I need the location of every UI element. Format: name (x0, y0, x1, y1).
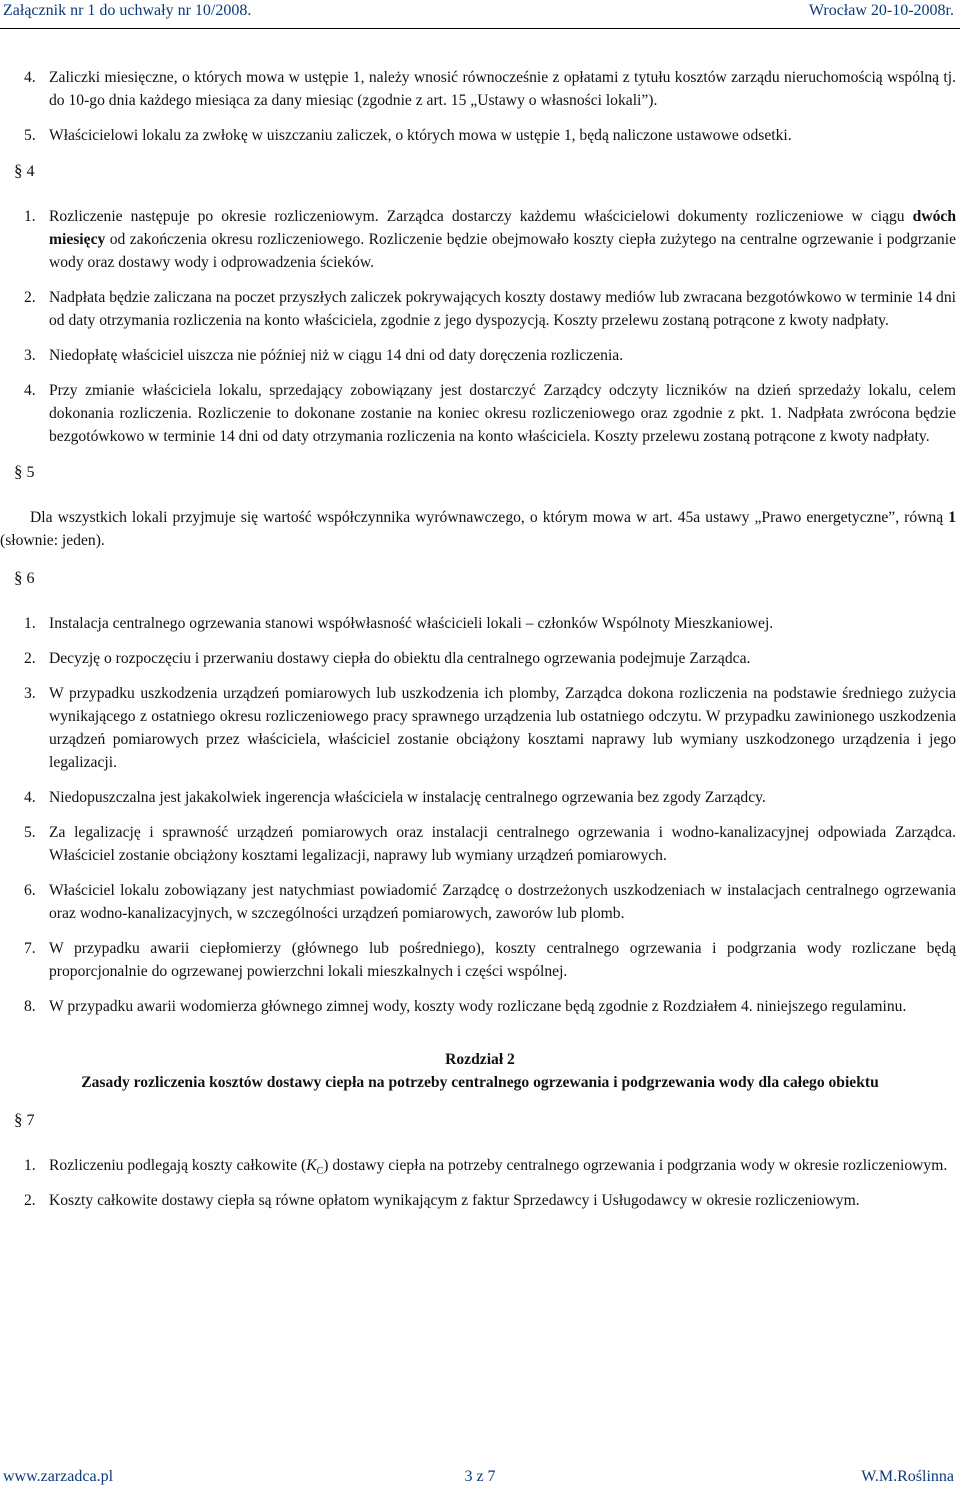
paragraph-bold-value: 1 (948, 509, 956, 526)
item-text: Właścicielowi lokalu za zwłokę w uiszczaniu zaliczek, o których mowa w ustępie 1, będą naliczone ustawowe odsetki. (49, 127, 792, 144)
item-text: W przypadku uszkodzenia urządzeń pomiarowych lub uszkodzenia ich plomby, Zarządca dokona rozliczenia na podstawie średniego zużycia wynikającego z ostatniego okresu rozliczeniowego pracy sprawnego urządzenia lub ostatniego odczytu. W przypadku zawinionego uszkodzenia urządzeń pomiarowych przez właściciela, właściciel zostanie obciążony kosztami naprawy lub wymiany uszkodzonego urządzenia i jego legalizacji. (49, 685, 956, 771)
list-item (0, 66, 960, 112)
item-number: 4. (24, 69, 36, 86)
item-number: 5. (24, 127, 36, 144)
item-number: 7. (24, 940, 36, 957)
list-item (0, 647, 960, 670)
section-heading-7 (14, 1108, 960, 1132)
list-item (0, 937, 960, 983)
list-item (0, 1189, 960, 1212)
section-number: 4 (26, 163, 35, 180)
list-item (0, 205, 960, 274)
item-text: Koszty całkowite dostawy ciepła są równe opłatom wynikającym z faktur Sprzedawcy i Usługodawcy w okresie rozliczeniowym. (49, 1192, 860, 1209)
item-text: Za legalizację i sprawność urządzeń pomiarowych oraz instalacji centralnego ogrzewania i wodno-kanalizacyjnej odpowiada Zarządca. Właściciel zostanie obciążony kosztami legalizacji, naprawy lub wymiany urządzeń pomiarowych. (49, 824, 956, 864)
item-text: Nadpłata będzie zaliczana na poczet przyszłych zaliczek pokrywających koszty dostawy mediów lub zwracana bezgotówkowo w terminie 14 dni od daty otrzymania rozliczenia na konto właściciela, zgodnie z jego dyspozycją. Koszty przelewu zostaną potrącone z kwoty nadpłaty. (49, 289, 956, 329)
list-item (0, 286, 960, 332)
formula-symbol: K (306, 1157, 317, 1174)
paragraph-text: Dla wszystkich lokali przyjmuje się wartość współczynnika wyrównawczego, o którym mowa w art. 45a ustawy „Prawo energetyczne”, równą (30, 509, 949, 526)
item-text: Rozliczeniu podlegają koszty całkowite ( (49, 1157, 307, 1174)
item-number: 2. (24, 1192, 36, 1209)
item-number: 2. (24, 289, 36, 306)
page-header (0, 0, 960, 24)
section-heading-6 (14, 566, 960, 590)
section-number: 7 (26, 1112, 35, 1129)
list-item (0, 612, 960, 635)
list-item (0, 879, 960, 925)
section-5-paragraph (0, 506, 960, 552)
item-number: 1. (24, 615, 36, 632)
document-body (0, 66, 960, 1224)
footer-website: www.zarzadca.pl (3, 1468, 114, 1485)
item-text: Niedopuszczalna jest jakakolwiek ingerencja właściciela w instalację centralnego ogrzewania bez zgody Zarządcy. (49, 789, 766, 806)
list-item (0, 344, 960, 367)
list-item (0, 821, 960, 867)
item-text: W przypadku awarii ciepłomierzy (głównego lub pośredniego), koszty centralnego ogrzewania i podgrzania wody rozliczane będą proporcjonalnie do ogrzewanej powierzchni lokali mieszkalnych i części wspólnej. (49, 940, 956, 980)
list-item (0, 786, 960, 809)
item-text: od zakończenia okresu rozliczeniowego. Rozliczenie będzie obejmowało koszty ciepła zużytego na centralne ogrzewanie i podgrzanie wody oraz dostawy wody i odprowadzenia ścieków. (49, 231, 956, 271)
section-heading-5 (14, 460, 960, 484)
section-heading-4 (14, 159, 960, 183)
item-text: Zaliczki miesięczne, o których mowa w ustępie 1, należy wnosić równocześnie z opłatami z tytułu kosztów zarządu nieruchomością wspólną tj. do 10-go dnia każdego miesiąca za dany miesiąc (zgodnie z art. 15 „Ustawy o własności lokali”). (49, 69, 956, 109)
item-text: Przy zmianie właściciela lokalu, sprzedający zobowiązany jest dostarczyć Zarządcy odczyty liczników na dzień sprzedaży lokalu, celem dokonania rozliczenia. Rozliczenie to dokonane zostanie na koniec okresu rozliczeniowego oraz zgodnie z pkt. 1. Nadpłata zwrócona będzie bezgotówkowo w terminie 14 dni od daty otrzymania rozliczenia na konto właściciela. Koszty przelewu zostaną potrącone z kwoty nadpłaty. (49, 382, 956, 445)
paragraph-text: (słownie: jeden). (0, 532, 105, 549)
formula-subscript: C (316, 1166, 324, 1178)
chapter-heading (20, 1048, 940, 1094)
item-number: 6. (24, 882, 36, 899)
section-sign: § (14, 1110, 23, 1129)
top-items-list (0, 66, 960, 147)
item-text: Decyzję o rozpoczęciu i przerwaniu dostawy ciepła do obiektu dla centralnego ogrzewania podejmuje Zarządca. (49, 650, 751, 667)
item-text: Rozliczenie następuje po okresie rozliczeniowym. Zarządca dostarczy każdemu właścicielowi dokumenty rozliczeniowe w ciągu (49, 208, 913, 225)
item-number: 4. (24, 789, 36, 806)
section-sign: § (14, 161, 23, 180)
header-right-date: Wrocław 20-10-2008r. (808, 2, 954, 19)
header-left-title: Załącznik nr 1 do uchwały nr 10/2008. (3, 2, 252, 19)
chapter-subtitle: Zasady rozliczenia kosztów dostawy ciepła na potrzeby centralnego ogrzewania i podgrzewania wody dla całego obiektu (81, 1074, 879, 1091)
item-number: 2. (24, 650, 36, 667)
section-sign: § (14, 462, 23, 481)
section-sign: § (14, 568, 23, 587)
page-footer (0, 1466, 960, 1490)
item-bold-text: dwóch miesięcy (49, 208, 956, 248)
item-number: 4. (24, 382, 36, 399)
footer-page-number: 3 z 7 (464, 1468, 496, 1485)
list-item (0, 379, 960, 448)
section-number: 6 (26, 570, 35, 587)
item-number: 1. (24, 1157, 36, 1174)
item-text: W przypadku awarii wodomierza głównego zimnej wody, koszty wody rozliczane będą zgodnie z Rozdziałem 4. niniejszego regulaminu. (49, 998, 907, 1015)
footer-author: W.M.Roślinna (861, 1468, 954, 1485)
list-item (0, 1154, 960, 1177)
item-number: 1. (24, 208, 36, 225)
section-number: 5 (26, 464, 35, 481)
item-text: Instalacja centralnego ogrzewania stanowi współwłasność właścicieli lokali – członków Wspólnoty Mieszkaniowej. (49, 615, 774, 632)
section-4-list (0, 205, 960, 448)
list-item (0, 995, 960, 1018)
item-text: Niedopłatę właściciel uiszcza nie później niż w ciągu 14 dni od daty doręczenia rozliczenia. (49, 347, 624, 364)
section-7-list (0, 1154, 960, 1212)
section-6-list (0, 612, 960, 1018)
list-item (0, 682, 960, 774)
item-text: ) dostawy ciepła na potrzeby centralnego ogrzewania i podgrzania wody w okresie rozliczeniowym. (323, 1157, 948, 1174)
item-number: 5. (24, 824, 36, 841)
item-number: 8. (24, 998, 36, 1015)
header-rule (0, 28, 960, 29)
chapter-title: Rozdział 2 (445, 1051, 515, 1068)
item-number: 3. (24, 347, 36, 364)
item-number: 3. (24, 685, 36, 702)
list-item (0, 124, 960, 147)
item-text: Właściciel lokalu zobowiązany jest natychmiast powiadomić Zarządcę o dostrzeżonych uszkodzeniach w instalacjach centralnego ogrzewania oraz wodno-kanalizacyjnych, w szczególności urządzeń pomiarowych, zaworów lub plomb. (49, 882, 956, 922)
